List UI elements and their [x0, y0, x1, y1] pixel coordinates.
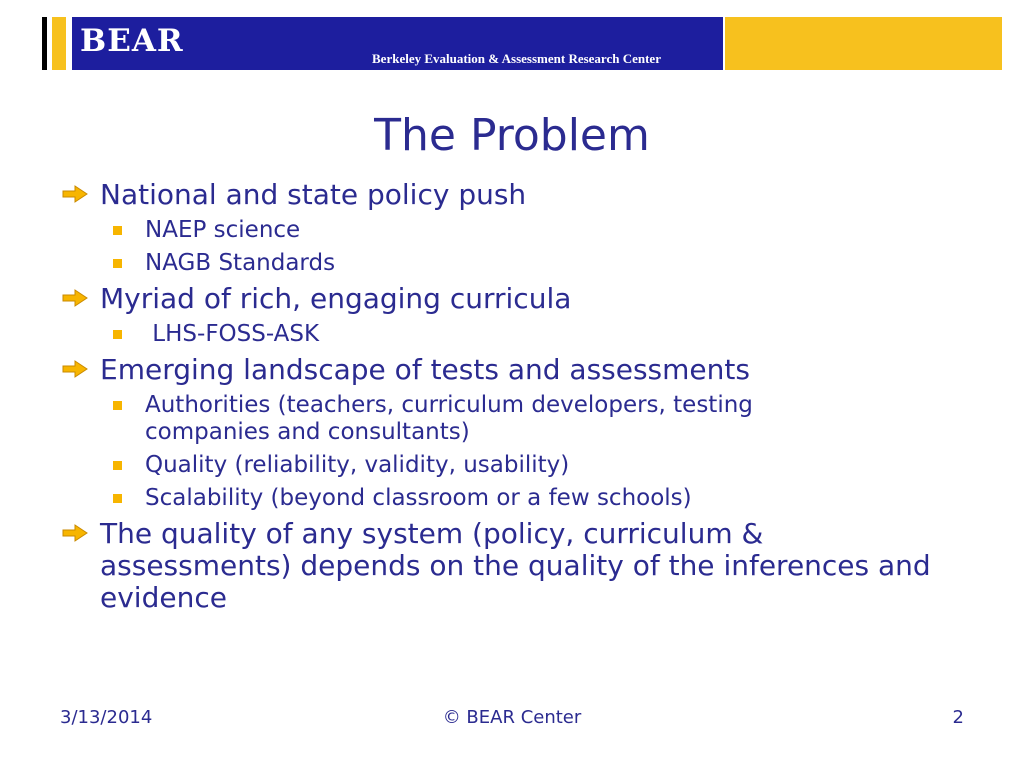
bullet-2 [62, 283, 962, 315]
bullet-3 [62, 354, 962, 386]
square-bullet-icon [113, 494, 122, 503]
sub-bullet-3-2 [62, 452, 962, 479]
square-bullet-icon [113, 461, 122, 470]
bullet-1 [62, 179, 962, 211]
square-bullet-icon [113, 226, 122, 235]
sub-bullet-3-3-text: Scalability (beyond classroom or a few schools) [145, 485, 692, 511]
sub-bullet-3-3 [62, 485, 962, 512]
bullet-3-text: Emerging landscape of tests and assessments [100, 353, 750, 386]
right-arrow-icon [62, 289, 88, 307]
sub-bullet-1-1-text: NAEP science [145, 217, 301, 243]
square-bullet-icon [113, 401, 122, 410]
bullet-1-text: National and state policy push [100, 178, 527, 211]
sub-bullet-2-1 [62, 321, 962, 348]
bullet-4-text: The quality of any system (policy, curriculum & assessments) depends on the quality of the inferences and evidence [100, 517, 931, 614]
banner-subtitle: Berkeley Evaluation & Assessment Research Center [372, 51, 661, 66]
slide-content [62, 179, 962, 614]
sub-bullet-3-1-text: Authorities (teachers, curriculum developers, testing companies and consultants) [145, 392, 753, 445]
banner-black-stripe [42, 17, 47, 70]
page-number: 2 [952, 707, 964, 728]
sub-bullet-3-2-text: Quality (reliability, validity, usability) [145, 452, 570, 478]
sub-bullet-1-2-text: NAGB Standards [145, 250, 336, 276]
footer-date: 3/13/2014 [60, 707, 153, 728]
footer-copyright: © BEAR Center [442, 707, 582, 728]
right-arrow-icon [62, 524, 88, 542]
header-banner [42, 17, 1002, 70]
right-arrow-icon [62, 185, 88, 203]
sub-bullet-3-1 [62, 392, 845, 446]
square-bullet-icon [113, 259, 122, 268]
sub-bullet-2-1-text: LHS-FOSS-ASK [145, 321, 320, 347]
slide-title: The Problem [374, 110, 650, 161]
banner-gold-stripe [52, 17, 66, 70]
banner-gold-panel [725, 17, 1002, 70]
bear-logo: BEAR [80, 23, 184, 59]
sub-bullet-1-2 [62, 250, 962, 277]
right-arrow-icon [62, 360, 88, 378]
square-bullet-icon [113, 330, 122, 339]
sub-bullet-1-1 [62, 217, 962, 244]
bullet-4 [62, 518, 960, 614]
bullet-2-text: Myriad of rich, engaging curricula [100, 282, 572, 315]
